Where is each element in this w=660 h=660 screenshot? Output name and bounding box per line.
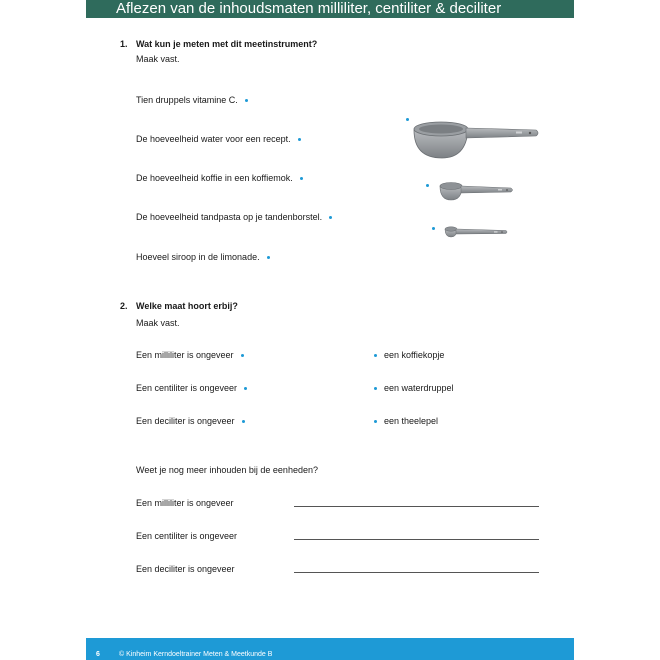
q2-left-1: Een milliliter is ongeveer (136, 350, 244, 360)
connect-dot[interactable] (242, 420, 245, 423)
fill-label-milliliter: Een milliliter is ongeveer (136, 498, 234, 508)
connect-dot-small-spoon[interactable] (432, 227, 435, 230)
small-measuring-spoon-icon (444, 225, 514, 239)
connect-dot[interactable] (244, 387, 247, 390)
copyright-text: © Kinheim Kerndoeltrainer Meten & Meetkunde B (119, 651, 273, 658)
medium-measuring-spoon-icon (438, 180, 518, 202)
connect-dot-large-cup[interactable] (406, 118, 409, 121)
q2-left-3: Een deciliter is ongeveer (136, 416, 245, 426)
answer-line-milliliter[interactable] (294, 506, 539, 507)
connect-dot[interactable] (267, 256, 270, 259)
fill-label-deciliter: Een deciliter is ongeveer (136, 564, 235, 574)
connect-dot[interactable] (374, 354, 377, 357)
question-2-title: Welke maat hoort erbij? (136, 301, 238, 311)
question-1-title: Wat kun je meten met dit meetinstrument? (136, 39, 318, 49)
connect-dot[interactable] (374, 420, 377, 423)
page-footer (86, 638, 574, 660)
q2-right-3: een theelepel (374, 416, 438, 426)
large-measuring-cup-icon (412, 118, 542, 163)
q2-right-1: een koffiekopje (374, 350, 444, 360)
connect-dot[interactable] (241, 354, 244, 357)
q1-item-1: Tien druppels vitamine C. (136, 95, 248, 105)
connect-dot[interactable] (374, 387, 377, 390)
question-1-instruction: Maak vast. (136, 54, 180, 64)
extra-question: Weet je nog meer inhouden bij de eenheden? (136, 465, 318, 475)
q2-right-2: een waterdruppel (374, 383, 454, 393)
question-2-number: 2. (120, 301, 128, 311)
connect-dot[interactable] (245, 99, 248, 102)
answer-line-centiliter[interactable] (294, 539, 539, 540)
worksheet-page (86, 0, 574, 660)
page-number: 6 (96, 651, 100, 658)
page-title: Aflezen van de inhoudsmaten milliliter, centiliter & deciliter (86, 0, 574, 18)
q1-item-3: De hoeveelheid koffie in een koffiemok. (136, 173, 303, 183)
q2-left-2: Een centiliter is ongeveer (136, 383, 247, 393)
question-1-number: 1. (120, 39, 128, 49)
q1-item-5: Hoeveel siroop in de limonade. (136, 252, 270, 262)
connect-dot[interactable] (329, 216, 332, 219)
connect-dot[interactable] (300, 177, 303, 180)
question-2-instruction: Maak vast. (136, 318, 180, 328)
connect-dot-medium-spoon[interactable] (426, 184, 429, 187)
connect-dot[interactable] (298, 138, 301, 141)
q1-item-4: De hoeveelheid tandpasta op je tandenborstel. (136, 212, 332, 222)
fill-label-centiliter: Een centiliter is ongeveer (136, 531, 238, 541)
answer-line-deciliter[interactable] (294, 572, 539, 573)
q1-item-2: De hoeveelheid water voor een recept. (136, 134, 301, 144)
